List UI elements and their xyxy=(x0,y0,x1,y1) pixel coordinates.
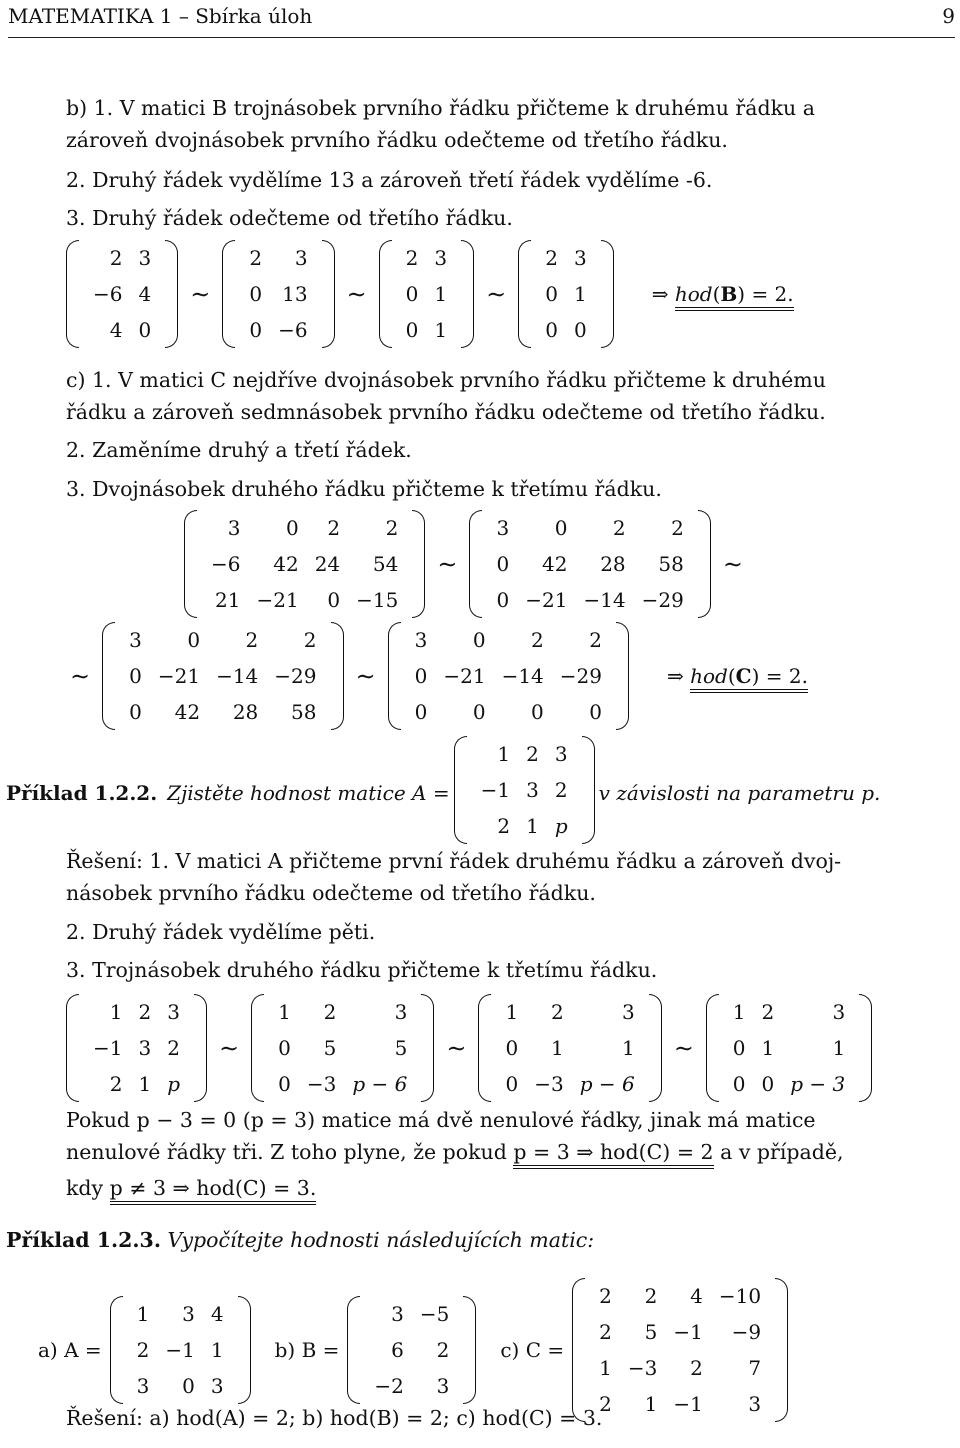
matrix-cell: 3 xyxy=(136,1374,150,1398)
matrix-cell: 2 xyxy=(599,1320,612,1344)
matrix-cell: −29 xyxy=(559,664,602,688)
equivalence-sign: ∼ xyxy=(355,662,376,690)
matrix-cell: 21 xyxy=(215,588,241,612)
page-header xyxy=(8,4,960,34)
left-paren xyxy=(66,994,79,1102)
matrix-b xyxy=(347,1296,476,1404)
matrix-cell: 1 xyxy=(497,742,511,766)
matrix-cell: 3 xyxy=(138,246,152,270)
matrix-cell: 2 xyxy=(526,742,539,766)
matrix-cell: 0 xyxy=(505,1072,519,1096)
example-123-solution: Řešení: a) hod(A) = 2; b) hod(B) = 2; c) hod(C) = 3. xyxy=(66,1406,603,1430)
matrix-cell: 42 xyxy=(174,700,201,724)
left-paren xyxy=(518,240,531,348)
right-paren xyxy=(616,622,629,730)
matrix-cell: 2 xyxy=(761,1000,775,1024)
left-paren xyxy=(184,510,197,618)
matrix-cell: −14 xyxy=(216,664,259,688)
matrix-cell: −29 xyxy=(274,664,317,688)
matrix-cell: 3 xyxy=(436,1374,450,1398)
left-paren xyxy=(454,736,467,844)
matrix-cell: p − 3 xyxy=(790,1072,846,1096)
matrix-cell: 2 xyxy=(245,628,259,652)
conclusion-line-2 xyxy=(66,1140,844,1164)
matrix-cell: 2 xyxy=(644,1284,658,1308)
matrix-cell: −1 xyxy=(93,1036,123,1060)
matrix-cell: 4 xyxy=(210,1302,224,1326)
matrix-cell: 0 xyxy=(405,318,419,342)
matrix-cell: 2 xyxy=(136,1338,150,1362)
matrix-cell: 2 xyxy=(589,628,602,652)
right-paren xyxy=(165,240,178,348)
matrix-cell: −9 xyxy=(731,1320,762,1344)
matrix-cell: 2 xyxy=(554,778,568,802)
matrix-cell: 2 xyxy=(671,516,684,540)
b-line-4: 3. Druhý řádek odečteme od třetího řádku. xyxy=(66,206,513,230)
matrix-cell: 3 xyxy=(621,1000,635,1024)
matrix-cell: 2 xyxy=(550,1000,564,1024)
right-paren xyxy=(582,736,595,844)
right-paren xyxy=(649,994,662,1102)
matrix-cell: 2 xyxy=(405,246,419,270)
matrix-cell: 0 xyxy=(182,1374,195,1398)
matrix-cell: 5 xyxy=(394,1036,408,1060)
c-result: ⇒ hod(C) = 2. xyxy=(667,664,808,688)
matrix-cell: 4 xyxy=(690,1284,703,1308)
c-matrix-4 xyxy=(388,622,629,730)
matrix-cell: −5 xyxy=(419,1302,450,1326)
matrix-cell: −3 xyxy=(627,1356,658,1380)
solution-line-4: 3. Trojnásobek druhého řádku přičteme k třetímu řádku. xyxy=(66,958,658,982)
matrix-cell: 2 xyxy=(690,1356,703,1380)
b-line-3: 2. Druhý řádek vydělíme 13 a zároveň třetí řádek vydělíme -6. xyxy=(66,168,713,192)
matrix-cell: 0 xyxy=(138,318,152,342)
matrix-cell: 1 xyxy=(526,814,539,838)
matrix-cell: 5 xyxy=(644,1320,658,1344)
matrix-cell: 1 xyxy=(732,1000,746,1024)
matrix-cell: 0 xyxy=(187,628,201,652)
c-matrix-1 xyxy=(184,510,425,618)
right-paren xyxy=(463,1296,476,1404)
b-line-1: b) 1. V matici B trojnásobek prvního řádku přičteme k druhému řádku a xyxy=(66,96,815,120)
matrix-cell: 3 xyxy=(129,628,142,652)
matrix-cell: −3 xyxy=(306,1072,337,1096)
right-paren xyxy=(322,240,335,348)
matrix-cell: 3 xyxy=(394,1000,408,1024)
b-matrix-4 xyxy=(518,240,613,348)
matrix-cell: −14 xyxy=(583,588,626,612)
matrix-cell: 3 xyxy=(391,1302,404,1326)
c-matrix-3 xyxy=(102,622,343,730)
matrix-cell: 2 xyxy=(303,628,317,652)
matrix-cell: 1 xyxy=(109,1000,123,1024)
matrix-A xyxy=(454,736,595,844)
c-matrix-2 xyxy=(469,510,710,618)
conclusion-result-1: p = 3 ⇒ hod(C) = 2 xyxy=(513,1140,713,1169)
conclusion-result-2: p ≠ 3 ⇒ hod(C) = 3. xyxy=(110,1176,317,1205)
left-paren xyxy=(572,1278,585,1422)
matrix-cell: 2 xyxy=(167,1036,181,1060)
example-122-title: Příklad 1.2.2. xyxy=(6,780,158,805)
conclusion-line-1: Pokud p − 3 = 0 (p = 3) matice má dvě nenulové řádky, jinak má matice xyxy=(66,1108,816,1132)
matrix-cell: −21 xyxy=(256,588,299,612)
c-line-4: 3. Dvojnásobek druhého řádku přičteme k třetímu řádku. xyxy=(66,477,662,501)
matrix-cell: 0 xyxy=(405,282,419,306)
example-122-matrix xyxy=(450,736,599,849)
matrix-cell: −29 xyxy=(641,588,684,612)
matrix-cell: 7 xyxy=(748,1356,762,1380)
matrix-cell: 2 xyxy=(599,1392,612,1416)
solution-matrix-1 xyxy=(66,994,207,1102)
solution-matrix-4 xyxy=(706,994,872,1102)
matrix-cell: −1 xyxy=(165,1338,195,1362)
equivalence-sign: ∼ xyxy=(722,550,743,578)
matrix-cell: 1 xyxy=(138,1072,152,1096)
right-paren xyxy=(421,994,434,1102)
conclusion-text: nenulové řádky tři. Z toho plyne, že pokud xyxy=(66,1140,514,1164)
solution-matrix-2 xyxy=(251,994,434,1102)
matrix-cell: 1 xyxy=(644,1392,658,1416)
matrix-cell: 1 xyxy=(550,1036,564,1060)
right-paren xyxy=(698,510,711,618)
matrix-cell: 2 xyxy=(249,246,263,270)
solution-line-3: 2. Druhý řádek vydělíme pěti. xyxy=(66,920,376,944)
matrix-cell: 3 xyxy=(526,778,539,802)
matrix-cell: 0 xyxy=(573,318,587,342)
example-122-text: Zjistěte hodnost matice A = xyxy=(167,780,450,805)
example-122-text-after: v závislosti na parametru p. xyxy=(598,780,881,805)
matrix-cell: 42 xyxy=(541,552,568,576)
matrix-cell: p − 6 xyxy=(352,1072,408,1096)
right-paren xyxy=(775,1278,788,1422)
matrix-cell: −1 xyxy=(673,1392,703,1416)
matrix-cell: −21 xyxy=(443,664,486,688)
matrix-cell: 0 xyxy=(249,282,263,306)
equivalence-sign: ∼ xyxy=(219,1034,240,1062)
left-paren xyxy=(102,622,115,730)
matrix-cell: −3 xyxy=(534,1072,564,1096)
matrix-cell: 3 xyxy=(748,1392,762,1416)
matrix-cell: 42 xyxy=(273,552,299,576)
header-title: MATEMATIKA 1 – Sbírka úloh xyxy=(8,4,313,28)
matrix-cell: 0 xyxy=(129,664,142,688)
matrix-cell: p − 6 xyxy=(579,1072,635,1096)
matrix-cell: 4 xyxy=(109,318,123,342)
header-rule xyxy=(8,37,955,38)
matrix-cell: 2 xyxy=(612,516,626,540)
example-123-title: Příklad 1.2.3. xyxy=(6,1228,161,1252)
matrix-cell: 0 xyxy=(554,516,568,540)
solution-matrix-row xyxy=(62,994,876,1102)
matrix-cell: 1 xyxy=(621,1036,635,1060)
matrix-cell: 0 xyxy=(472,628,486,652)
c-line-3: 2. Zaměníme druhý a třetí řádek. xyxy=(66,438,412,462)
conclusion-text-3: kdy xyxy=(66,1176,110,1200)
left-paren xyxy=(469,510,482,618)
matrix-cell: 1 xyxy=(210,1338,224,1362)
matrix-cell: 3 xyxy=(167,1000,181,1024)
matrix-c xyxy=(572,1278,788,1422)
matrix-cell: 3 xyxy=(138,1036,152,1060)
matrix-cell: 3 xyxy=(554,742,568,766)
matrix-cell: 6 xyxy=(391,1338,404,1362)
matrix-cell: −2 xyxy=(374,1374,404,1398)
label-b: b) B = xyxy=(274,1338,340,1362)
matrix-cell: −21 xyxy=(525,588,568,612)
matrix-cell: 1 xyxy=(505,1000,519,1024)
b-line-2: zároveň dvojnásobek prvního řádku odečteme od třetího řádku. xyxy=(66,128,728,152)
matrix-cell: 13 xyxy=(282,282,308,306)
solution-line-2: násobek prvního řádku odečteme od třetího řádku. xyxy=(66,881,596,905)
left-paren xyxy=(379,240,392,348)
matrix-cell: 0 xyxy=(761,1072,775,1096)
matrix-cell: 5 xyxy=(323,1036,337,1060)
example-122-statement xyxy=(6,736,880,849)
matrix-cell: 1 xyxy=(278,1000,291,1024)
matrix-cell: 2 xyxy=(138,1000,152,1024)
matrix-cell: −14 xyxy=(501,664,544,688)
left-paren xyxy=(706,994,719,1102)
matrix-cell: 28 xyxy=(232,700,259,724)
matrix-cell: 1 xyxy=(434,318,448,342)
left-paren xyxy=(388,622,401,730)
b-matrix-3 xyxy=(379,240,474,348)
matrix-cell: 0 xyxy=(414,700,428,724)
matrix-cell: 0 xyxy=(496,552,510,576)
right-paren xyxy=(331,622,344,730)
matrix-cell: 2 xyxy=(497,814,511,838)
c-line-1: c) 1. V matici C nejdříve dvojnásobek prvního řádku přičteme k druhému xyxy=(66,368,826,392)
equivalence-sign: ∼ xyxy=(486,280,507,308)
matrix-cell: 0 xyxy=(278,1072,291,1096)
c-matrix-row-2 xyxy=(62,622,808,730)
right-paren xyxy=(461,240,474,348)
matrix-cell: 2 xyxy=(327,516,341,540)
matrix-cell: 0 xyxy=(414,664,428,688)
matrix-cell: 3 xyxy=(227,516,241,540)
matrix-cell: 0 xyxy=(327,588,341,612)
matrix-cell: 2 xyxy=(109,246,123,270)
c-matrix-row-1 xyxy=(180,510,751,618)
left-paren xyxy=(110,1296,123,1404)
matrix-cell: 1 xyxy=(761,1036,775,1060)
matrix-cell: 3 xyxy=(573,246,587,270)
matrix-cell: 24 xyxy=(314,552,341,576)
matrix-cell: 1 xyxy=(832,1036,846,1060)
example-123-text: Vypočítejte hodnosti následujících matic: xyxy=(167,1228,595,1252)
conclusion-text-2: a v případě, xyxy=(713,1140,844,1164)
matrix-a xyxy=(110,1296,251,1404)
left-paren xyxy=(222,240,235,348)
matrix-cell: 3 xyxy=(496,516,510,540)
matrix-cell: 0 xyxy=(545,282,558,306)
matrix-cell: 1 xyxy=(434,282,448,306)
matrix-cell: 58 xyxy=(658,552,684,576)
c-line-2: řádku a zároveň sedmnásobek prvního řádku odečteme od třetího řádku. xyxy=(66,400,826,424)
matrix-cell: 2 xyxy=(545,246,558,270)
label-c: c) C = xyxy=(500,1338,565,1362)
example-123-statement xyxy=(6,1228,594,1252)
matrix-cell: p xyxy=(167,1072,181,1096)
matrix-cell: 0 xyxy=(589,700,602,724)
matrix-cell: 2 xyxy=(531,628,544,652)
left-paren xyxy=(66,240,79,348)
page-number: 9 xyxy=(942,4,955,28)
matrix-cell: 0 xyxy=(496,588,510,612)
right-paren xyxy=(859,994,872,1102)
matrix-cell: 1 xyxy=(599,1356,612,1380)
matrix-cell: 3 xyxy=(210,1374,224,1398)
matrix-cell: 0 xyxy=(278,1036,291,1060)
matrix-cell: 2 xyxy=(599,1284,612,1308)
conclusion-line-3 xyxy=(66,1176,316,1200)
matrix-cell: 0 xyxy=(732,1072,746,1096)
matrix-cell: 3 xyxy=(294,246,308,270)
matrix-cell: 1 xyxy=(136,1302,150,1326)
matrix-cell: 0 xyxy=(505,1036,519,1060)
right-paren xyxy=(194,994,207,1102)
b-result: ⇒ hod(B) = 2. xyxy=(652,282,794,306)
matrix-cell: 54 xyxy=(372,552,399,576)
matrix-cell: 2 xyxy=(385,516,399,540)
left-paren xyxy=(251,994,264,1102)
matrix-cell: −15 xyxy=(356,588,399,612)
matrix-cell: 28 xyxy=(600,552,626,576)
matrix-cell: 0 xyxy=(545,318,558,342)
equivalence-sign: ∼ xyxy=(190,280,211,308)
matrix-cell: 58 xyxy=(291,700,317,724)
matrix-cell: 0 xyxy=(249,318,263,342)
matrix-cell: −6 xyxy=(93,282,123,306)
matrix-cell: 0 xyxy=(285,516,299,540)
matrix-cell: 0 xyxy=(531,700,544,724)
matrix-cell: 3 xyxy=(414,628,428,652)
equivalence-sign: ∼ xyxy=(70,662,91,690)
matrix-cell: 1 xyxy=(573,282,587,306)
b-matrix-1 xyxy=(66,240,178,348)
solution-matrix-3 xyxy=(478,994,661,1102)
matrix-cell: 3 xyxy=(832,1000,846,1024)
matrix-cell: 3 xyxy=(434,246,448,270)
matrix-cell: 2 xyxy=(109,1072,123,1096)
matrix-cell: −1 xyxy=(673,1320,703,1344)
left-paren xyxy=(347,1296,360,1404)
left-paren xyxy=(478,994,491,1102)
matrix-cell: p xyxy=(554,814,568,838)
right-paren xyxy=(238,1296,251,1404)
matrix-cell: 2 xyxy=(323,1000,337,1024)
equivalence-sign: ∼ xyxy=(446,1034,467,1062)
matrix-cell: −21 xyxy=(157,664,201,688)
right-paren xyxy=(412,510,425,618)
solution-line-1: Řešení: 1. V matici A přičteme první řádek druhému řádku a zároveň dvoj- xyxy=(66,849,842,873)
matrix-cell: −1 xyxy=(480,778,511,802)
matrix-cell: −6 xyxy=(278,318,308,342)
matrix-cell: 0 xyxy=(732,1036,746,1060)
matrix-cell: −10 xyxy=(718,1284,762,1308)
matrix-cell: 0 xyxy=(129,700,142,724)
b-matrix-row xyxy=(62,240,794,348)
b-matrix-2 xyxy=(222,240,334,348)
label-a: a) A = xyxy=(38,1338,102,1362)
equivalence-sign: ∼ xyxy=(346,280,367,308)
matrix-cell: 0 xyxy=(472,700,486,724)
example-123-matrices xyxy=(38,1278,792,1422)
equivalence-sign: ∼ xyxy=(437,550,458,578)
matrix-cell: 2 xyxy=(436,1338,450,1362)
matrix-cell: 3 xyxy=(182,1302,195,1326)
matrix-cell: 4 xyxy=(138,282,152,306)
equivalence-sign: ∼ xyxy=(673,1034,694,1062)
right-paren xyxy=(601,240,614,348)
matrix-cell: −6 xyxy=(211,552,241,576)
